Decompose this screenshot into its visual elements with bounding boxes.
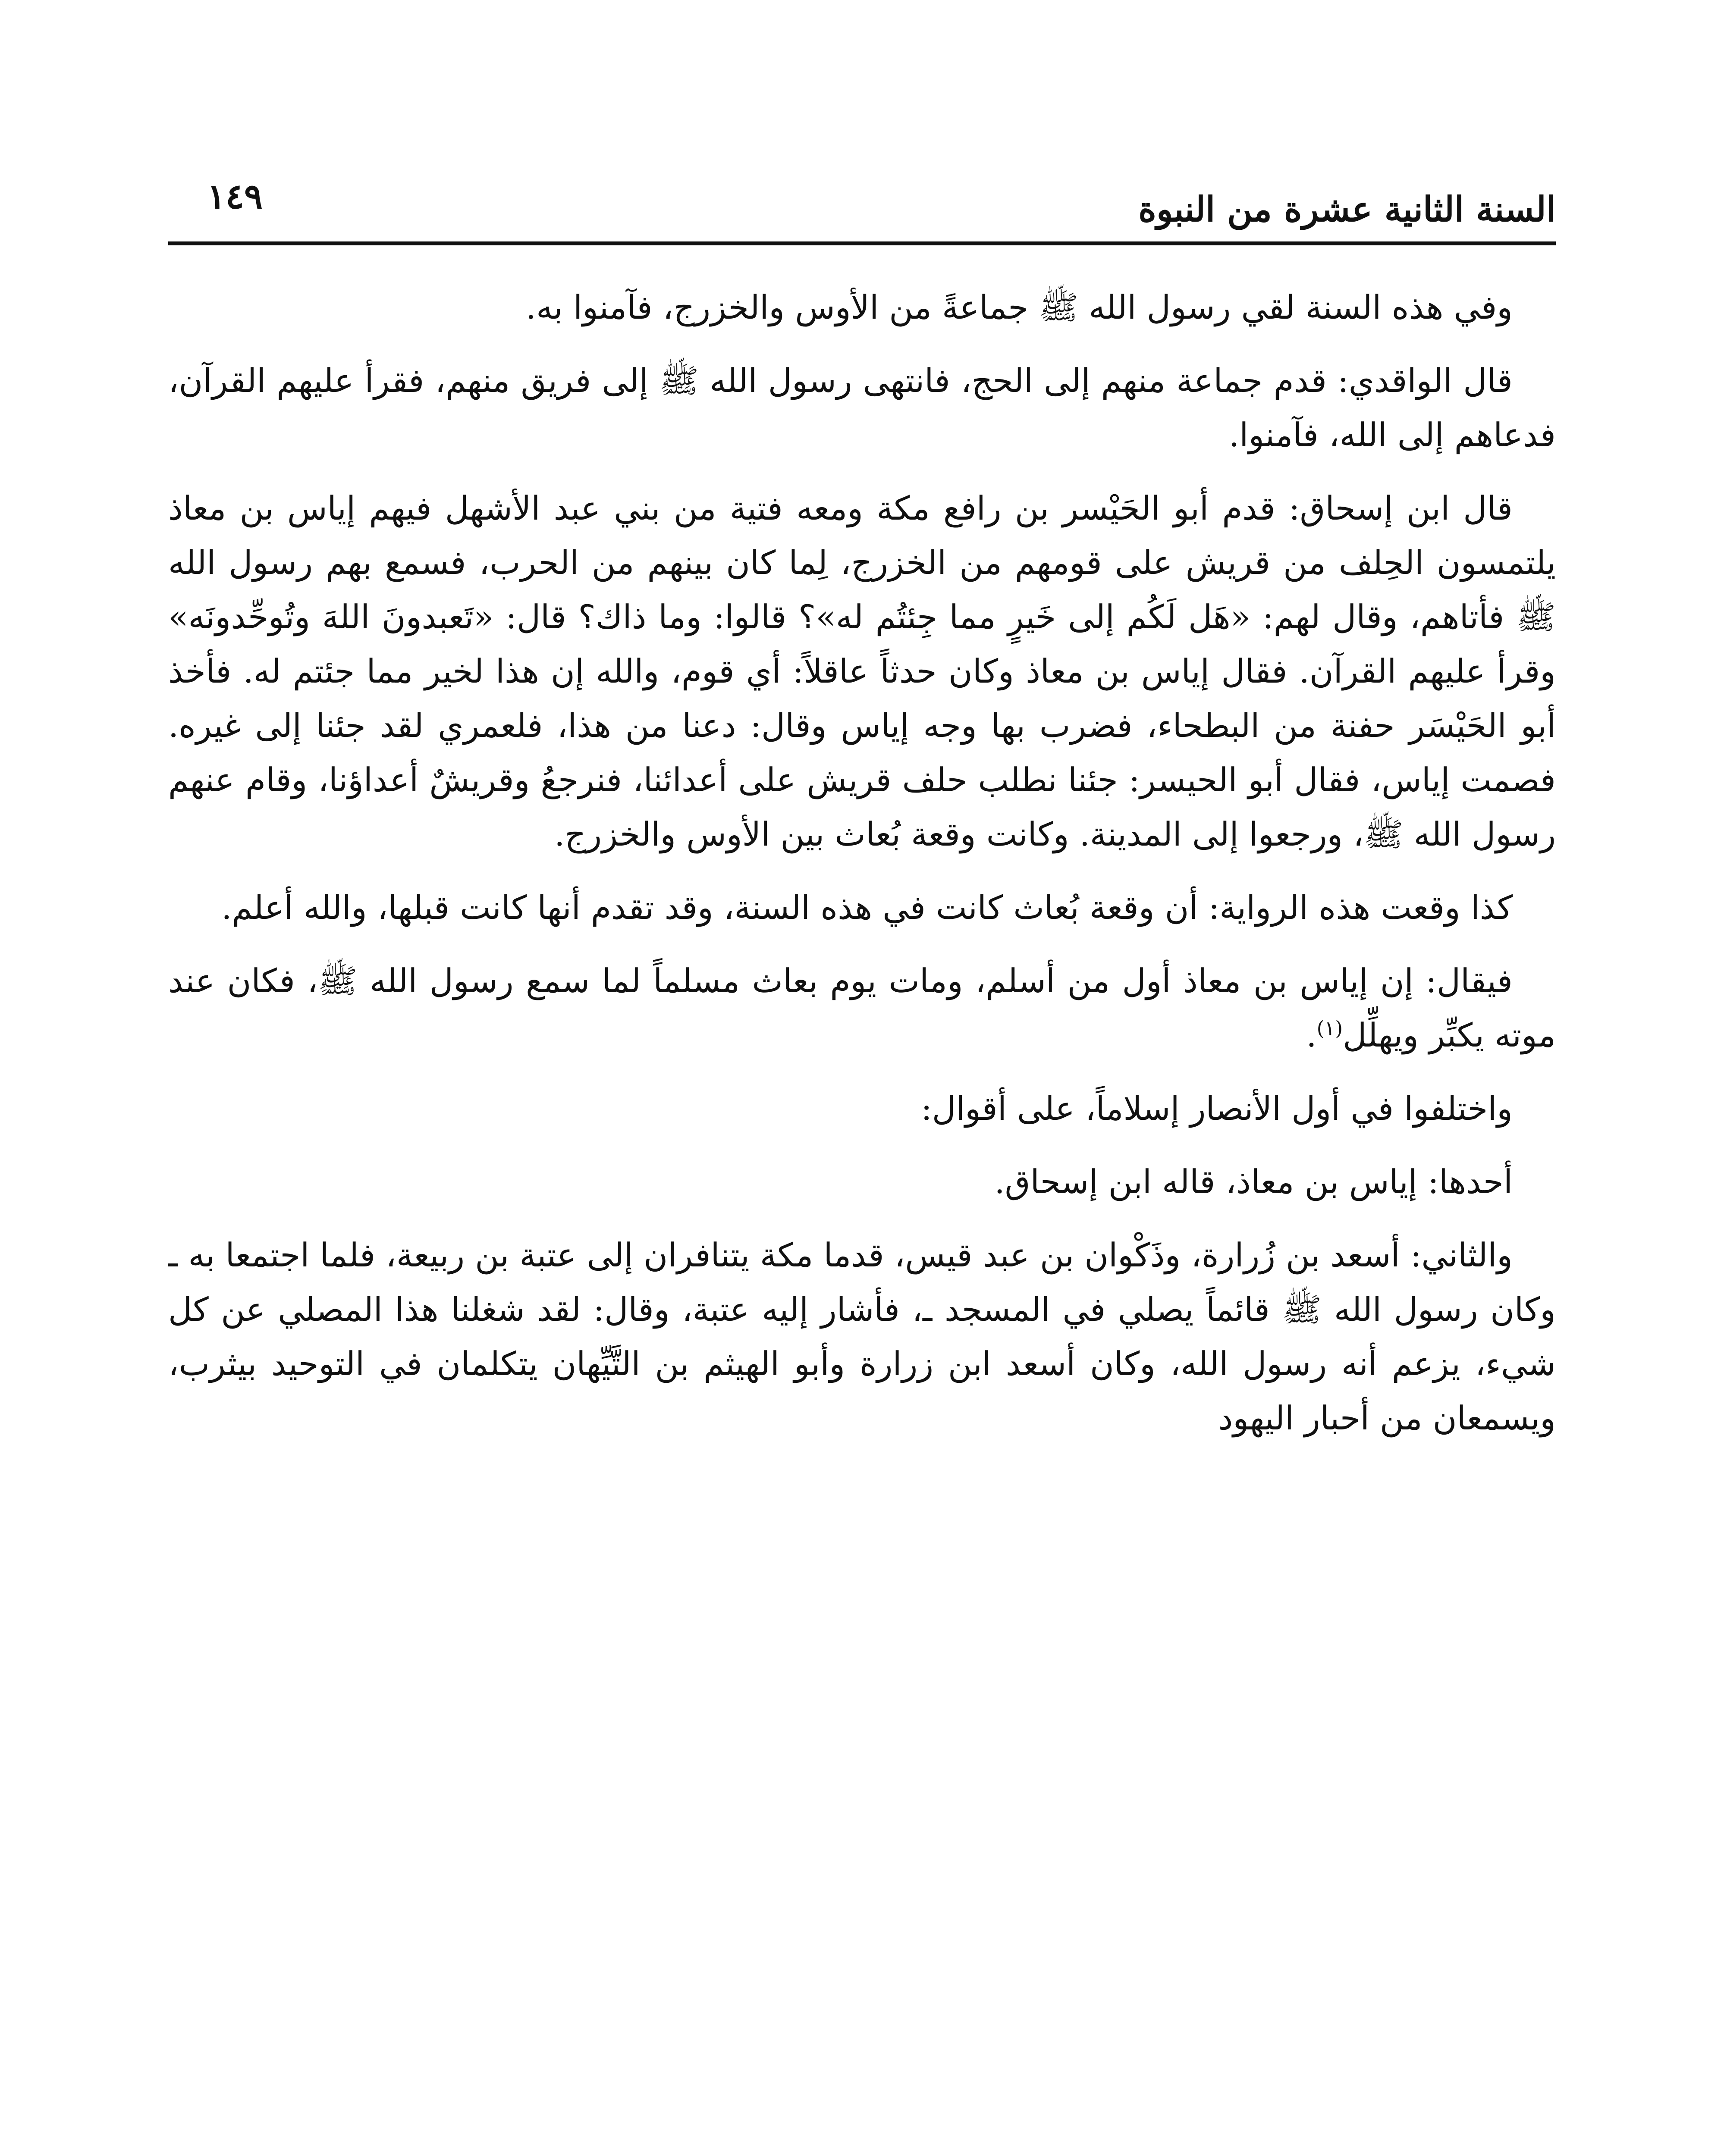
paragraph: قال ابن إسحاق: قدم أبو الحَيْسر بن رافع مكة ومعه فتية من بني عبد الأشهل فيهم إياس بن معاذ يلتمسون الحِلف من قريش على قومهم من الخزرج، لِما كان بينهم من الحرب، فسمع بهم رسول الله ﷺ فأتاهم، وقال لهم: «هَل لَكُم إلى خَيرٍ مما جِئتُم له»؟ قالوا: وما ذاك؟ قال: «تَعبدونَ اللهَ وتُوحِّدونَه» وقرأ عليهم القرآن. فقال إياس بن معاذ وكان حدثاً عاقلاً: أي قوم، والله إن هذا لخير مما جئتم له. فأخذ أبو الحَيْسَر حفنة من البطحاء، فضرب بها وجه إياس وقال: دعنا من هذا، فلعمري لقد جئنا إلى غيره. فصمت إياس، فقال أبو الحيسر: جئنا نطلب حلف قريش على أعدائنا، فنرجعُ وقريشٌ أعداؤنا، وقام عنهم رسول الله ﷺ، ورجعوا إلى المدينة. وكانت وقعة بُعاث بين الأوس والخزرج. [168,489,1556,853]
page-number: ١٤٩ [207,176,263,216]
paragraph-text: فيقال: إن إياس بن معاذ أول من أسلم، ومات يوم بعاث مسلماً لما سمع رسول الله ﷺ، فكان عند موته يكبِّر ويهلِّل [168,962,1556,1054]
paragraph-with-footnote [168,954,1556,1062]
running-title: السنة الثانية عشرة من النبوة [1138,189,1556,229]
page-header [168,155,1556,254]
paragraph: قال الواقدي: قدم جماعة منهم إلى الحج، فانتهى رسول الله ﷺ إلى فريق منهم، فقرأ عليهم القرآن، فدعاهم إلى الله، فآمنوا. [168,361,1556,454]
main-text [168,280,1556,1464]
paragraph: أحدها: إياس بن معاذ، قاله ابن إسحاق. [994,1163,1513,1201]
paragraph: كذا وقعت هذه الرواية: أن وقعة بُعاث كانت في هذه السنة، وقد تقدم أنها كانت قبلها، والله أعلم. [221,888,1513,927]
paragraph: والثاني: أسعد بن زُرارة، وذَكْوان بن عبد قيس، قدما مكة يتنافران إلى عتبة بن ربيعة، فلما اجتمعا به ـ وكان رسول الله ﷺ قائماً يصلي في المسجد ـ، فأشار إليه عتبة، وقال: لقد شغلنا هذا المصلي عن كل شيء، يزعم أنه رسول الله، وكان أسعد ابن زرارة وأبو الهيثم بن التَّيِّهان يتكلمان في التوحيد بيثرب، ويسمعان من أحبار اليهود [168,1236,1556,1437]
footnote-marker[interactable]: (١) [1316,1016,1343,1040]
paragraph: وفي هذه السنة لقي رسول الله ﷺ جماعةً من الأوس والخزرج، فآمنوا به. [525,288,1513,326]
header-rule [168,241,1556,245]
paragraph: واختلفوا في أول الأنصار إسلاماً، على أقوال: [921,1089,1513,1128]
paragraph-tail: . [1306,1016,1317,1054]
